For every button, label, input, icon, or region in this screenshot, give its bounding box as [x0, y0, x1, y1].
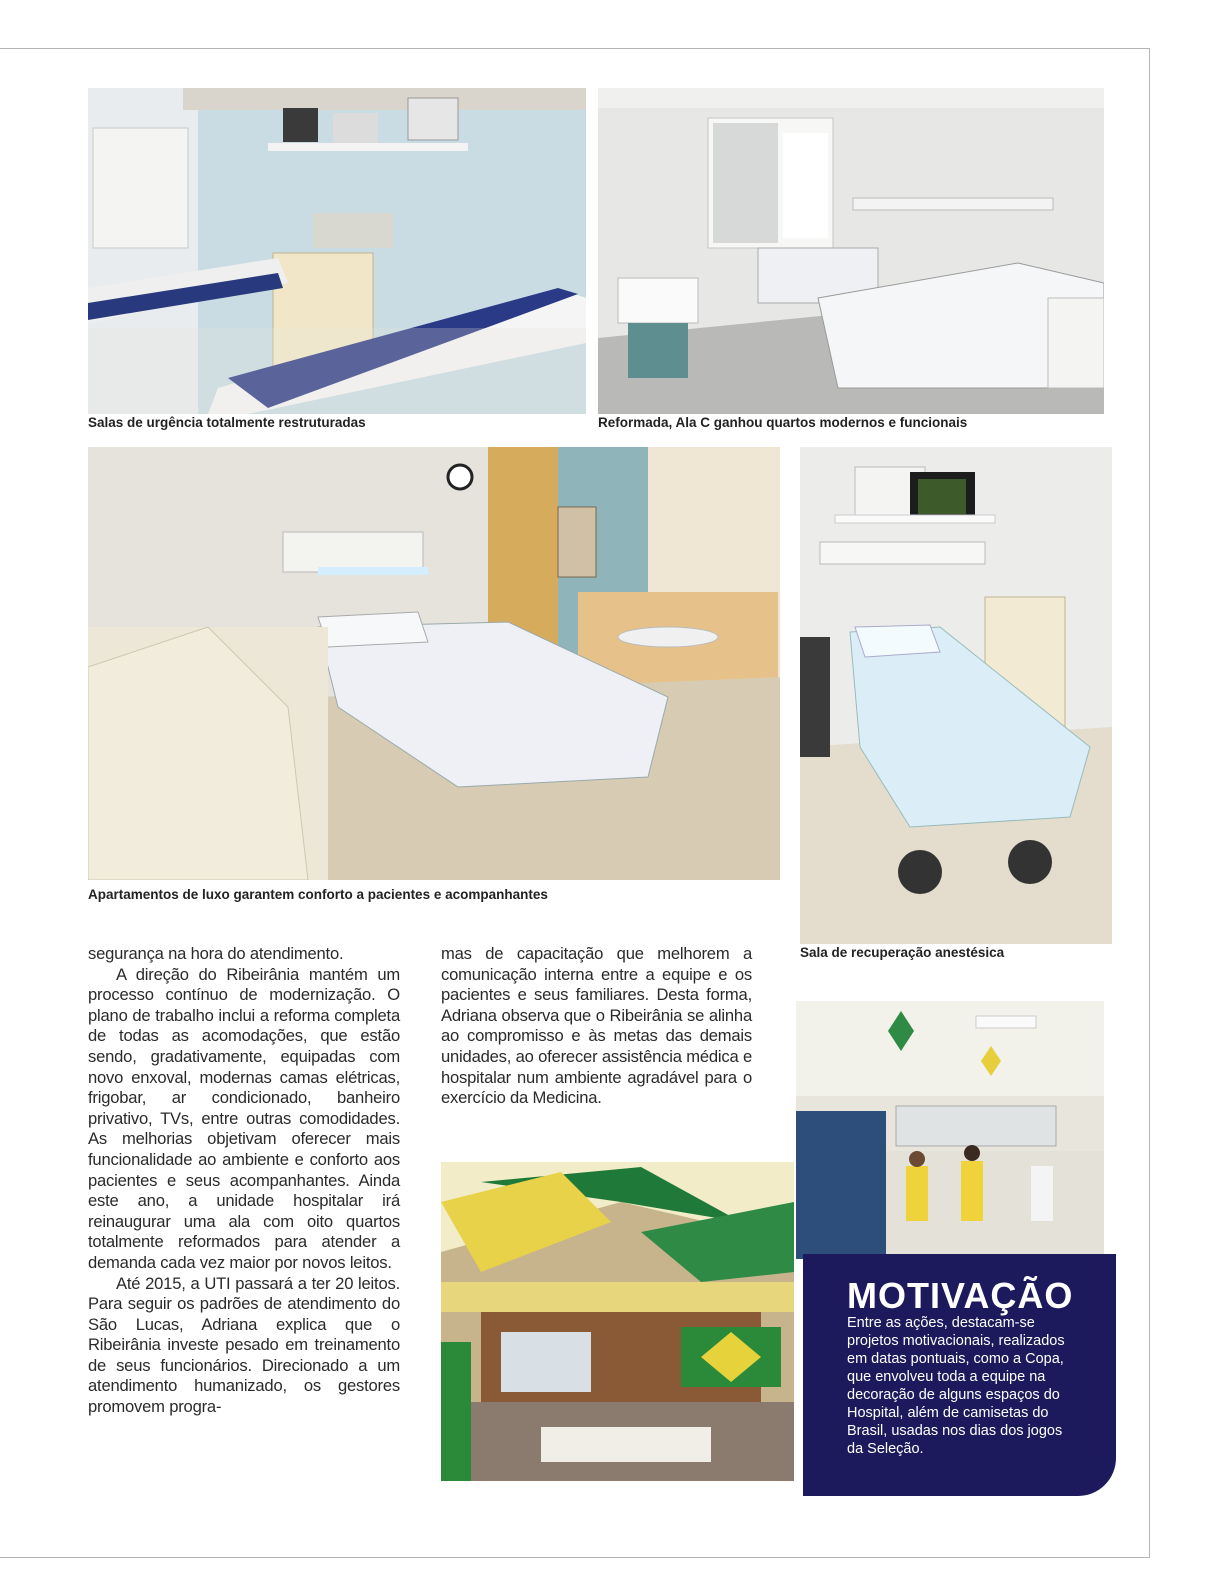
article-column-1: [88, 944, 400, 1418]
motivacao-title: MOTIVAÇÃO: [847, 1275, 1074, 1316]
caption-emergency-room: Salas de urgência totalmente restruturadas: [88, 415, 366, 430]
photo-emergency-room: [88, 88, 586, 414]
article-paragraph: mas de capacitação que melhorem a comunicação interna entre a equipe e os pacientes e seus familiares. Desta forma, Adriana observa que o Ribeirânia se alinha ao compromisso e às metas das demais unidades, ao oferecer assistência médica e hospitalar num ambiente agradável para o exercício da Medicina.: [441, 944, 752, 1108]
page-frame-bottom: [0, 1557, 1150, 1558]
page-frame-top: [0, 48, 1150, 49]
article-paragraph: segurança na hora do atendimento.: [88, 944, 344, 963]
photo-world-cup-lobby: [441, 1162, 794, 1481]
article-column-2: [441, 944, 752, 1109]
page-frame-right: [1149, 48, 1150, 1558]
caption-luxury-apartment: Apartamentos de luxo garantem conforto a pacientes e acompanhantes: [88, 887, 548, 902]
article-paragraph: Até 2015, a UTI passará a ter 20 leitos. Para seguir os padrões de atendimento do São Lucas, Adriana explica que o Ribeirânia investe pesado em treinamento de seus funcionários. Direcionado a um atendimento humanizado, os gestores promovem progra-: [88, 1273, 400, 1417]
motivacao-text: Entre as ações, destacam-se projetos motivacionais, realizados em datas pontuais, como a Copa, que envolveu toda a equipe na decoração de alguns espaços do Hospital, além de camisetas do Brasil, usadas nos dias dos jogos da Seleção.: [847, 1315, 1065, 1457]
caption-recovery-room: Sala de recuperação anestésica: [800, 945, 1005, 960]
photo-luxury-apartment: [88, 447, 780, 880]
photo-ward-room: [598, 88, 1104, 414]
article-paragraph: A direção do Ribeirânia mantém um processo contínuo de modernização. O plano de trabalho inclui a reforma completa de todas as acomodações, que estão sendo, gradativamente, equipadas com novo enxoval, modernas camas elétricas, frigobar, ar condicionado, banheiro privativo, TVs, entre outras comodidades. As melhorias objetivam oferecer mais funcionalidade ao ambiente e conforto aos pacientes e seus acompanhantes. Ainda este ano, a unidade hospitalar irá reinaugurar uma ala com oito quartos totalmente reformados para atender a demanda cada vez maior por novos leitos.: [88, 964, 400, 1272]
photo-world-cup-staff: [796, 1001, 1104, 1259]
motivacao-box: [803, 1254, 1116, 1496]
photo-recovery-room: [800, 447, 1112, 944]
caption-ward-room: Reformada, Ala C ganhou quartos modernos e funcionais: [598, 415, 968, 430]
